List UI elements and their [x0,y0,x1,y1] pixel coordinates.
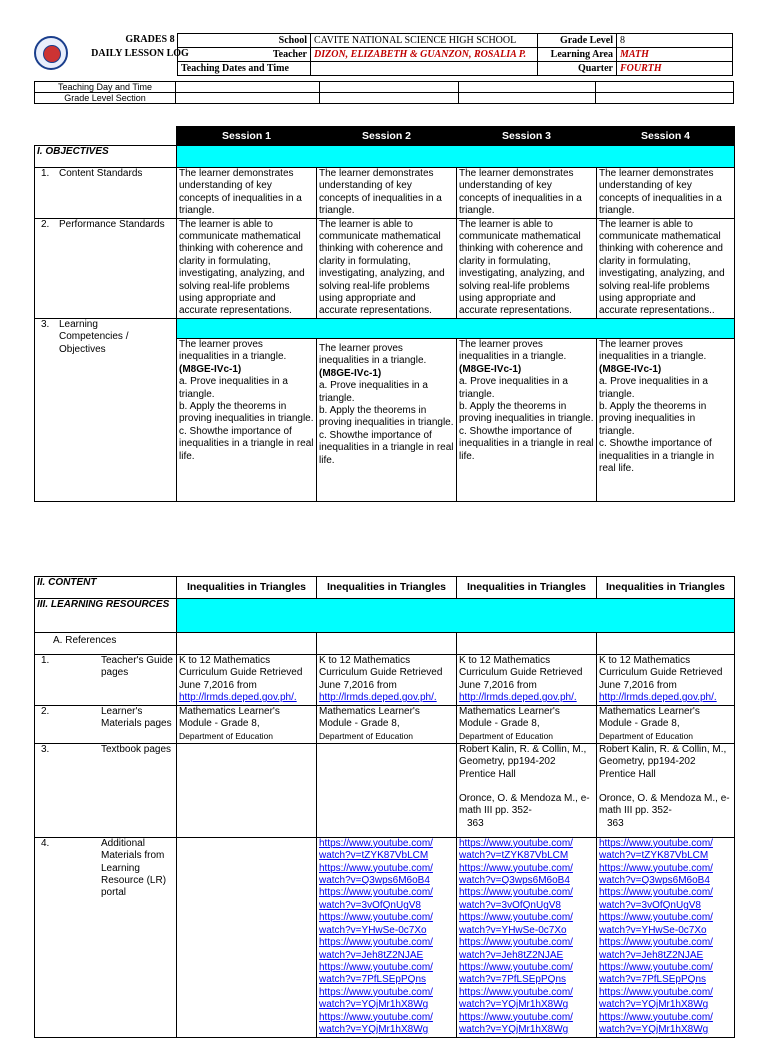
references-s1 [177,633,317,655]
learners-materials-s2 [317,705,457,743]
tg-text: K to 12 Mathematics Curriculum Guide Retrieved June 7,2016 from [459,655,583,691]
quarter-value: FOURTH [617,62,733,76]
row-num: 1. [41,655,50,666]
grade-level-label: Grade Level [538,34,617,48]
school-value: CAVITE NATIONAL SCIENCE HIGH SCHOOL [311,34,538,48]
competencies-bar [177,318,735,338]
objectives-bar [177,146,735,168]
competencies-s4 [597,338,735,501]
youtube-link[interactable]: https://www.youtube.com/ [599,912,713,924]
performance-standards-s2: The learner is able to communicate mathematical thinking with coherence and clarity in formulating, investigating, analyzing, and solving real-life problems using appropriate and accurate representations. [317,218,457,318]
youtube-link[interactable]: watch?v=tZYK87VbLCM [459,850,569,862]
learners-materials-s3 [457,705,597,743]
section-cell-2 [320,93,459,104]
youtube-link[interactable]: watch?v=YHwSe-0c7Xo [599,924,707,936]
comp-a: a. Prove inequalities in a triangle. [459,376,568,400]
comp-c: c. Showthe importance of inequalities in a triangle in real life. [459,425,594,462]
section-cell-1 [176,93,320,104]
content-standards-s2: The learner demonstrates understanding of key concepts of inequalities in a triangle. [317,168,457,219]
lm-text: Mathematics Learner's Module - Grade 8, [599,705,700,730]
youtube-link[interactable]: watch?v=YQjMr1hX8Wg [599,999,709,1011]
lm-dept: Department of Education [179,731,274,742]
quarter-label: Quarter [538,62,617,76]
youtube-link[interactable]: https://www.youtube.com/ [599,862,713,874]
youtube-link[interactable]: https://www.youtube.com/ [459,912,573,924]
performance-standards-s3: The learner is able to communicate mathematical thinking with coherence and clarity in formulating, investigating, analyzing, and solving real-life problems using appropriate and accurate representations. [457,218,597,318]
day-time-cell-1 [176,82,320,93]
topic-s1: Inequalities in Triangles [177,577,317,599]
youtube-link[interactable]: https://www.youtube.com/ [459,986,573,998]
lrmds-link[interactable]: http://lrmds.deped.gov.ph/. [179,692,297,704]
row-label: Content Standards [59,168,143,179]
content-standards-label [35,168,177,219]
comp-b: b. Apply the theorems in proving inequalities in triangle. [179,400,314,425]
resources-bar [177,599,735,633]
youtube-link[interactable]: watch?v=YQjMr1hX8Wg [459,999,569,1011]
tb-text2: Oronce, O. & Mendoza M., e-math III pp. 352- [599,793,730,817]
section-cell-4 [596,93,734,104]
youtube-link[interactable]: watch?v=Q3wps6M6oB4 [459,875,570,887]
session-2-header: Session 2 [317,127,457,146]
comp-code: (M8GE-IVc-1) [319,367,382,379]
school-label: School [178,34,311,48]
youtube-link[interactable]: watch?v=Q3wps6M6oB4 [599,875,710,887]
youtube-link[interactable]: watch?v=3vOfQnUgV8 [459,899,561,911]
youtube-link[interactable]: https://www.youtube.com/ [319,887,433,899]
textbook-s2 [317,743,457,837]
resources-title: III. LEARNING RESOURCES [35,599,177,633]
textbook-s1 [177,743,317,837]
additional-materials-label [35,837,177,1037]
youtube-link[interactable]: watch?v=YQjMr1hX8Wg [319,999,429,1011]
references-s3 [457,633,597,655]
teachers-guide-s2 [317,655,457,706]
lm-dept: Department of Education [319,731,414,742]
comp-a: a. Prove inequalities in a triangle. [319,380,428,404]
youtube-link[interactable]: https://www.youtube.com/ [599,837,713,849]
row-num: 1. [41,168,50,179]
learners-materials-s4 [597,705,735,743]
additional-materials-s2 [317,837,457,1037]
youtube-link[interactable]: https://www.youtube.com/ [459,862,573,874]
content-standards-s1: The learner demonstrates understanding of key concepts of inequalities in a triangle. [177,168,317,219]
youtube-link[interactable]: https://www.youtube.com/ [459,1011,573,1023]
performance-standards-s1: The learner is able to communicate mathematical thinking with coherence and clarity in formulating, investigating, analyzing, and solving real-life problems using appropriate and accurate representations. [177,218,317,318]
competencies-label [35,318,177,501]
youtube-link[interactable]: watch?v=7PfLSEpPQns [319,974,427,986]
youtube-link[interactable]: https://www.youtube.com/ [599,1011,713,1023]
tb-text1: Robert Kalin, R. & Collin, M., Geometry, pp194-202 Prentice Hall [459,743,587,780]
tb-text1: Robert Kalin, R. & Collin, M., Geometry, pp194-202 Prentice Hall [599,743,727,780]
youtube-link[interactable]: watch?v=YQjMr1hX8Wg [599,1023,709,1035]
comp-code: (M8GE-IVc-1) [459,363,522,375]
day-time-cell-4 [596,82,734,93]
lm-dept: Department of Education [459,731,554,742]
comp-a: a. Prove inequalities in a triangle. [179,376,288,400]
header-table [177,33,733,76]
comp-intro: The learner proves inequalities in a triangle. [459,338,567,363]
youtube-link[interactable]: watch?v=tZYK87VbLCM [319,850,429,862]
learners-materials-label [35,705,177,743]
learning-area-label: Learning Area [538,48,617,62]
youtube-link[interactable]: https://www.youtube.com/ [319,837,433,849]
tg-text: K to 12 Mathematics Curriculum Guide Retrieved June 7,2016 from [599,655,723,691]
learners-materials-s1 [177,705,317,743]
row-label: Learning Competencies / Objectives [59,318,129,355]
comp-a: a. Prove inequalities in a triangle. [599,376,708,400]
topic-s2: Inequalities in Triangles [317,577,457,599]
youtube-link[interactable]: https://www.youtube.com/ [319,912,433,924]
dates-value [311,62,538,76]
textbook-s3 [457,743,597,837]
performance-standards-s4: The learner is able to communicate mathematical thinking with coherence and clarity in formulating, investigating, analyzing, and solving real-life problems using appropriate and accurate representations.. [597,218,735,318]
youtube-link[interactable]: watch?v=YQjMr1hX8Wg [319,1023,429,1035]
lrmds-link[interactable]: http://lrmds.deped.gov.ph/. [599,692,717,704]
youtube-link[interactable]: https://www.youtube.com/ [319,937,433,949]
lrmds-link[interactable]: http://lrmds.deped.gov.ph/. [459,692,577,704]
session-header-blank [35,127,177,146]
row-num: 2. [41,705,50,717]
comp-intro: The learner proves inequalities in a triangle. [599,338,707,363]
log-title: DAILY LESSON LOG [91,48,189,59]
section-label: Grade Level Section [35,93,176,104]
youtube-link[interactable]: watch?v=YQjMr1hX8Wg [459,1023,569,1035]
youtube-link[interactable]: https://www.youtube.com/ [319,986,433,998]
comp-b: b. Apply the theorems in proving inequalities in triangle. [459,400,594,425]
youtube-link[interactable]: https://www.youtube.com/ [459,961,573,973]
youtube-link[interactable]: https://www.youtube.com/ [459,837,573,849]
youtube-link[interactable]: watch?v=3vOfQnUgV8 [319,899,421,911]
row-label: Textbook pages [101,743,172,755]
day-time-cell-3 [459,82,596,93]
deped-seal-icon [34,36,68,70]
youtube-link[interactable]: watch?v=Jeh8tZ2NJAE [599,949,704,961]
youtube-link[interactable]: https://www.youtube.com/ [319,862,433,874]
row-label: Teacher's Guide pages [101,655,173,679]
teachers-guide-s4 [597,655,735,706]
grades-title: GRADES 8 [125,34,175,45]
objectives-title: I. OBJECTIVES [35,146,177,168]
lm-text: Mathematics Learner's Module - Grade 8, [319,705,420,730]
objectives-table [34,126,735,502]
tb-text2b: 363 [607,817,624,829]
day-time-table [34,81,734,104]
youtube-link[interactable]: watch?v=3vOfQnUgV8 [599,899,701,911]
comp-c: c. Showthe importance of inequalities in a triangle in real life. [319,429,454,466]
dates-label: Teaching Dates and Time [178,62,311,76]
session-4-header: Session 4 [597,127,735,146]
comp-intro: The learner proves inequalities in a triangle. [319,342,427,367]
youtube-link[interactable]: watch?v=Q3wps6M6oB4 [319,875,430,887]
row-label: Learner's Materials pages [101,705,172,730]
topic-s4: Inequalities in Triangles [597,577,735,599]
row-num: 3. [41,743,50,755]
lrmds-link[interactable]: http://lrmds.deped.gov.ph/. [319,692,437,704]
additional-materials-s3 [457,837,597,1037]
performance-standards-label [35,218,177,318]
youtube-link[interactable]: watch?v=tZYK87VbLCM [599,850,709,862]
comp-intro: The learner proves inequalities in a triangle. [179,338,287,363]
references-label: A. References [35,633,177,655]
session-3-header: Session 3 [457,127,597,146]
textbook-s4 [597,743,735,837]
competencies-s2 [317,338,457,501]
topic-s3: Inequalities in Triangles [457,577,597,599]
youtube-link[interactable]: watch?v=YHwSe-0c7Xo [319,924,427,936]
youtube-link[interactable]: watch?v=Jeh8tZ2NJAE [319,949,424,961]
content-standards-s4: The learner demonstrates understanding of key concepts of inequalities in a triangle. [597,168,735,219]
comp-c: c. Showthe importance of inequalities in a triangle in real life. [179,425,314,462]
row-label: Additional Materials from Learning Resource (LR) portal [101,837,167,899]
seal-center-icon [43,45,61,63]
youtube-link[interactable]: https://www.youtube.com/ [459,937,573,949]
teachers-guide-s3 [457,655,597,706]
teacher-label: Teacher [178,48,311,62]
additional-materials-s1 [177,837,317,1037]
youtube-link[interactable]: https://www.youtube.com/ [599,961,713,973]
row-label: Performance Standards [59,218,165,230]
teachers-guide-s1 [177,655,317,706]
youtube-link[interactable]: https://www.youtube.com/ [599,937,713,949]
comp-b: b. Apply the theorems in proving inequalities in triangle. [319,404,454,429]
youtube-link[interactable]: watch?v=7PfLSEpPQns [459,974,567,986]
youtube-link[interactable]: https://www.youtube.com/ [319,961,433,973]
tg-text: K to 12 Mathematics Curriculum Guide Retrieved June 7,2016 from [179,655,303,691]
competencies-s1 [177,338,317,501]
day-time-cell-2 [320,82,459,93]
session-1-header: Session 1 [177,127,317,146]
content-standards-s3: The learner demonstrates understanding of key concepts of inequalities in a triangle. [457,168,597,219]
references-s2 [317,633,457,655]
teacher-value: DIZON, ELIZABETH & GUANZON, ROSALIA P. [311,48,538,62]
learning-area-value: MATH [617,48,733,62]
youtube-link[interactable]: watch?v=YHwSe-0c7Xo [459,924,567,936]
comp-b: b. Apply the theorems in proving inequalities in triangle. [599,400,707,437]
comp-c: c. Showthe importance of inequalities in a triangle in real life. [599,438,715,474]
lm-text: Mathematics Learner's Module - Grade 8, [179,705,280,730]
grade-level-value: 8 [617,34,733,48]
section-cell-3 [459,93,596,104]
youtube-link[interactable]: https://www.youtube.com/ [459,887,573,899]
youtube-link[interactable]: https://www.youtube.com/ [599,986,713,998]
lm-text: Mathematics Learner's Module - Grade 8, [459,705,560,730]
comp-code: (M8GE-IVc-1) [179,363,242,375]
tg-text: K to 12 Mathematics Curriculum Guide Retrieved June 7,2016 from [319,655,443,691]
youtube-link[interactable]: https://www.youtube.com/ [599,887,713,899]
teachers-guide-label [35,655,177,706]
row-num: 3. [41,318,50,330]
tb-text2: Oronce, O. & Mendoza M., e-math III pp. 352- [459,793,590,817]
comp-code: (M8GE-IVc-1) [599,363,662,375]
textbook-label [35,743,177,837]
youtube-link[interactable]: https://www.youtube.com/ [319,1011,433,1023]
competencies-s3 [457,338,597,501]
references-s4 [597,633,735,655]
day-time-label: Teaching Day and Time [35,82,176,93]
row-num: 4. [41,837,50,849]
content-table [34,576,735,1038]
youtube-link[interactable]: watch?v=7PfLSEpPQns [599,974,707,986]
lm-dept: Department of Education [599,731,694,742]
row-num: 2. [41,218,50,230]
tb-text2b: 363 [467,817,484,829]
additional-materials-s4 [597,837,735,1037]
content-title: II. CONTENT [35,577,177,599]
youtube-link[interactable]: watch?v=Jeh8tZ2NJAE [459,949,564,961]
